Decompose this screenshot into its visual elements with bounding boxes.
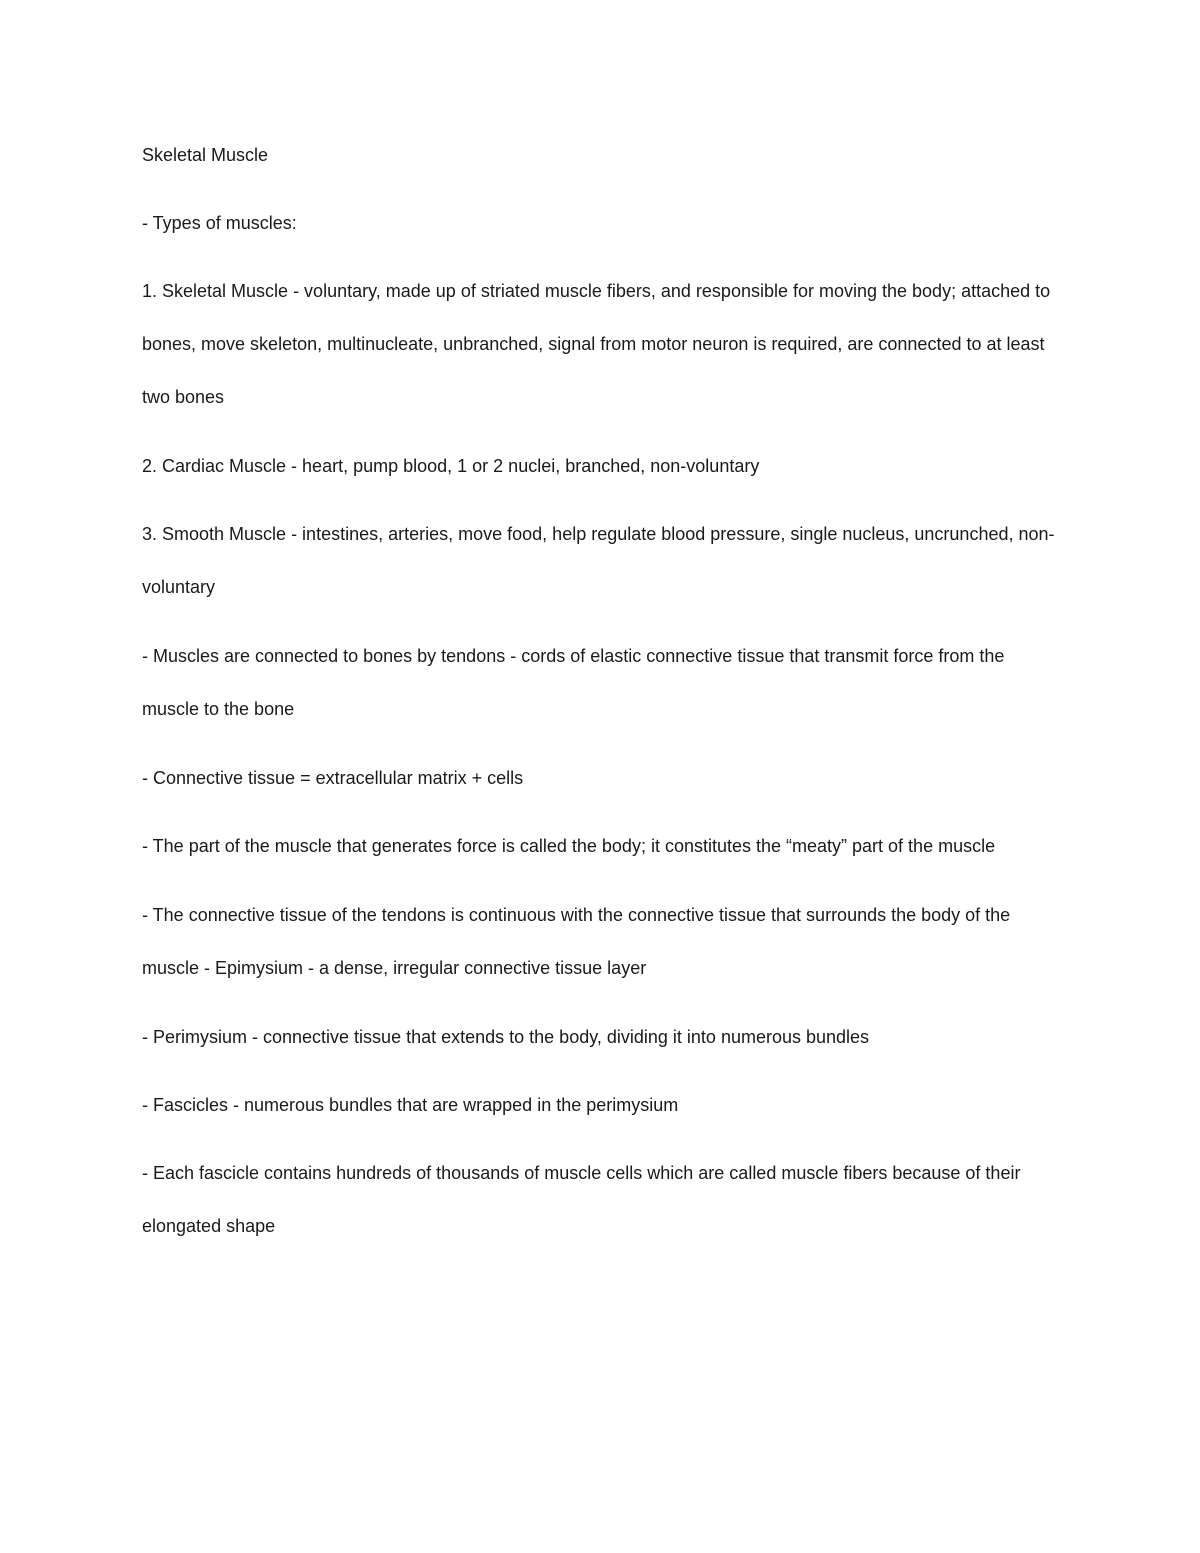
paragraph-muscle-fibers: - Each fascicle contains hundreds of thousands of muscle cells which are called muscle fibers because of their elongated shape xyxy=(142,1163,1021,1236)
paragraph-skeletal-muscle: 1. Skeletal Muscle - voluntary, made up of striated muscle fibers, and responsible for moving the body; attached to bones, move skeleton, multinucleate, unbranched, signal from motor neuron is required, are connected to at least two bones xyxy=(142,281,1051,407)
paragraph-perimysium: - Perimysium - connective tissue that extends to the body, dividing it into numerous bundles xyxy=(142,1027,870,1047)
document-title: Skeletal Muscle xyxy=(142,145,269,165)
paragraph-smooth-muscle: 3. Smooth Muscle - intestines, arteries, move food, help regulate blood pressure, single nucleus, uncrunched, non-voluntary xyxy=(142,524,1055,597)
paragraph-muscle-body: - The part of the muscle that generates force is called the body; it constitutes the “meaty” part of the muscle xyxy=(142,836,996,856)
paragraph-connective-tissue: - Connective tissue = extracellular matrix + cells xyxy=(142,768,524,788)
paragraph-epimysium: - The connective tissue of the tendons is continuous with the connective tissue that surrounds the body of the muscle - Epimysium - a dense, irregular connective tissue layer xyxy=(142,905,1011,978)
paragraph-tendons: - Muscles are connected to bones by tendons - cords of elastic connective tissue that transmit force from the muscle to the bone xyxy=(142,646,1005,719)
paragraph-types-of-muscles: - Types of muscles: xyxy=(142,213,297,233)
paragraph-cardiac-muscle: 2. Cardiac Muscle - heart, pump blood, 1 or 2 nuclei, branched, non-voluntary xyxy=(142,456,760,476)
paragraph-fascicles: - Fascicles - numerous bundles that are wrapped in the perimysium xyxy=(142,1095,679,1115)
document-body xyxy=(142,142,1062,1282)
